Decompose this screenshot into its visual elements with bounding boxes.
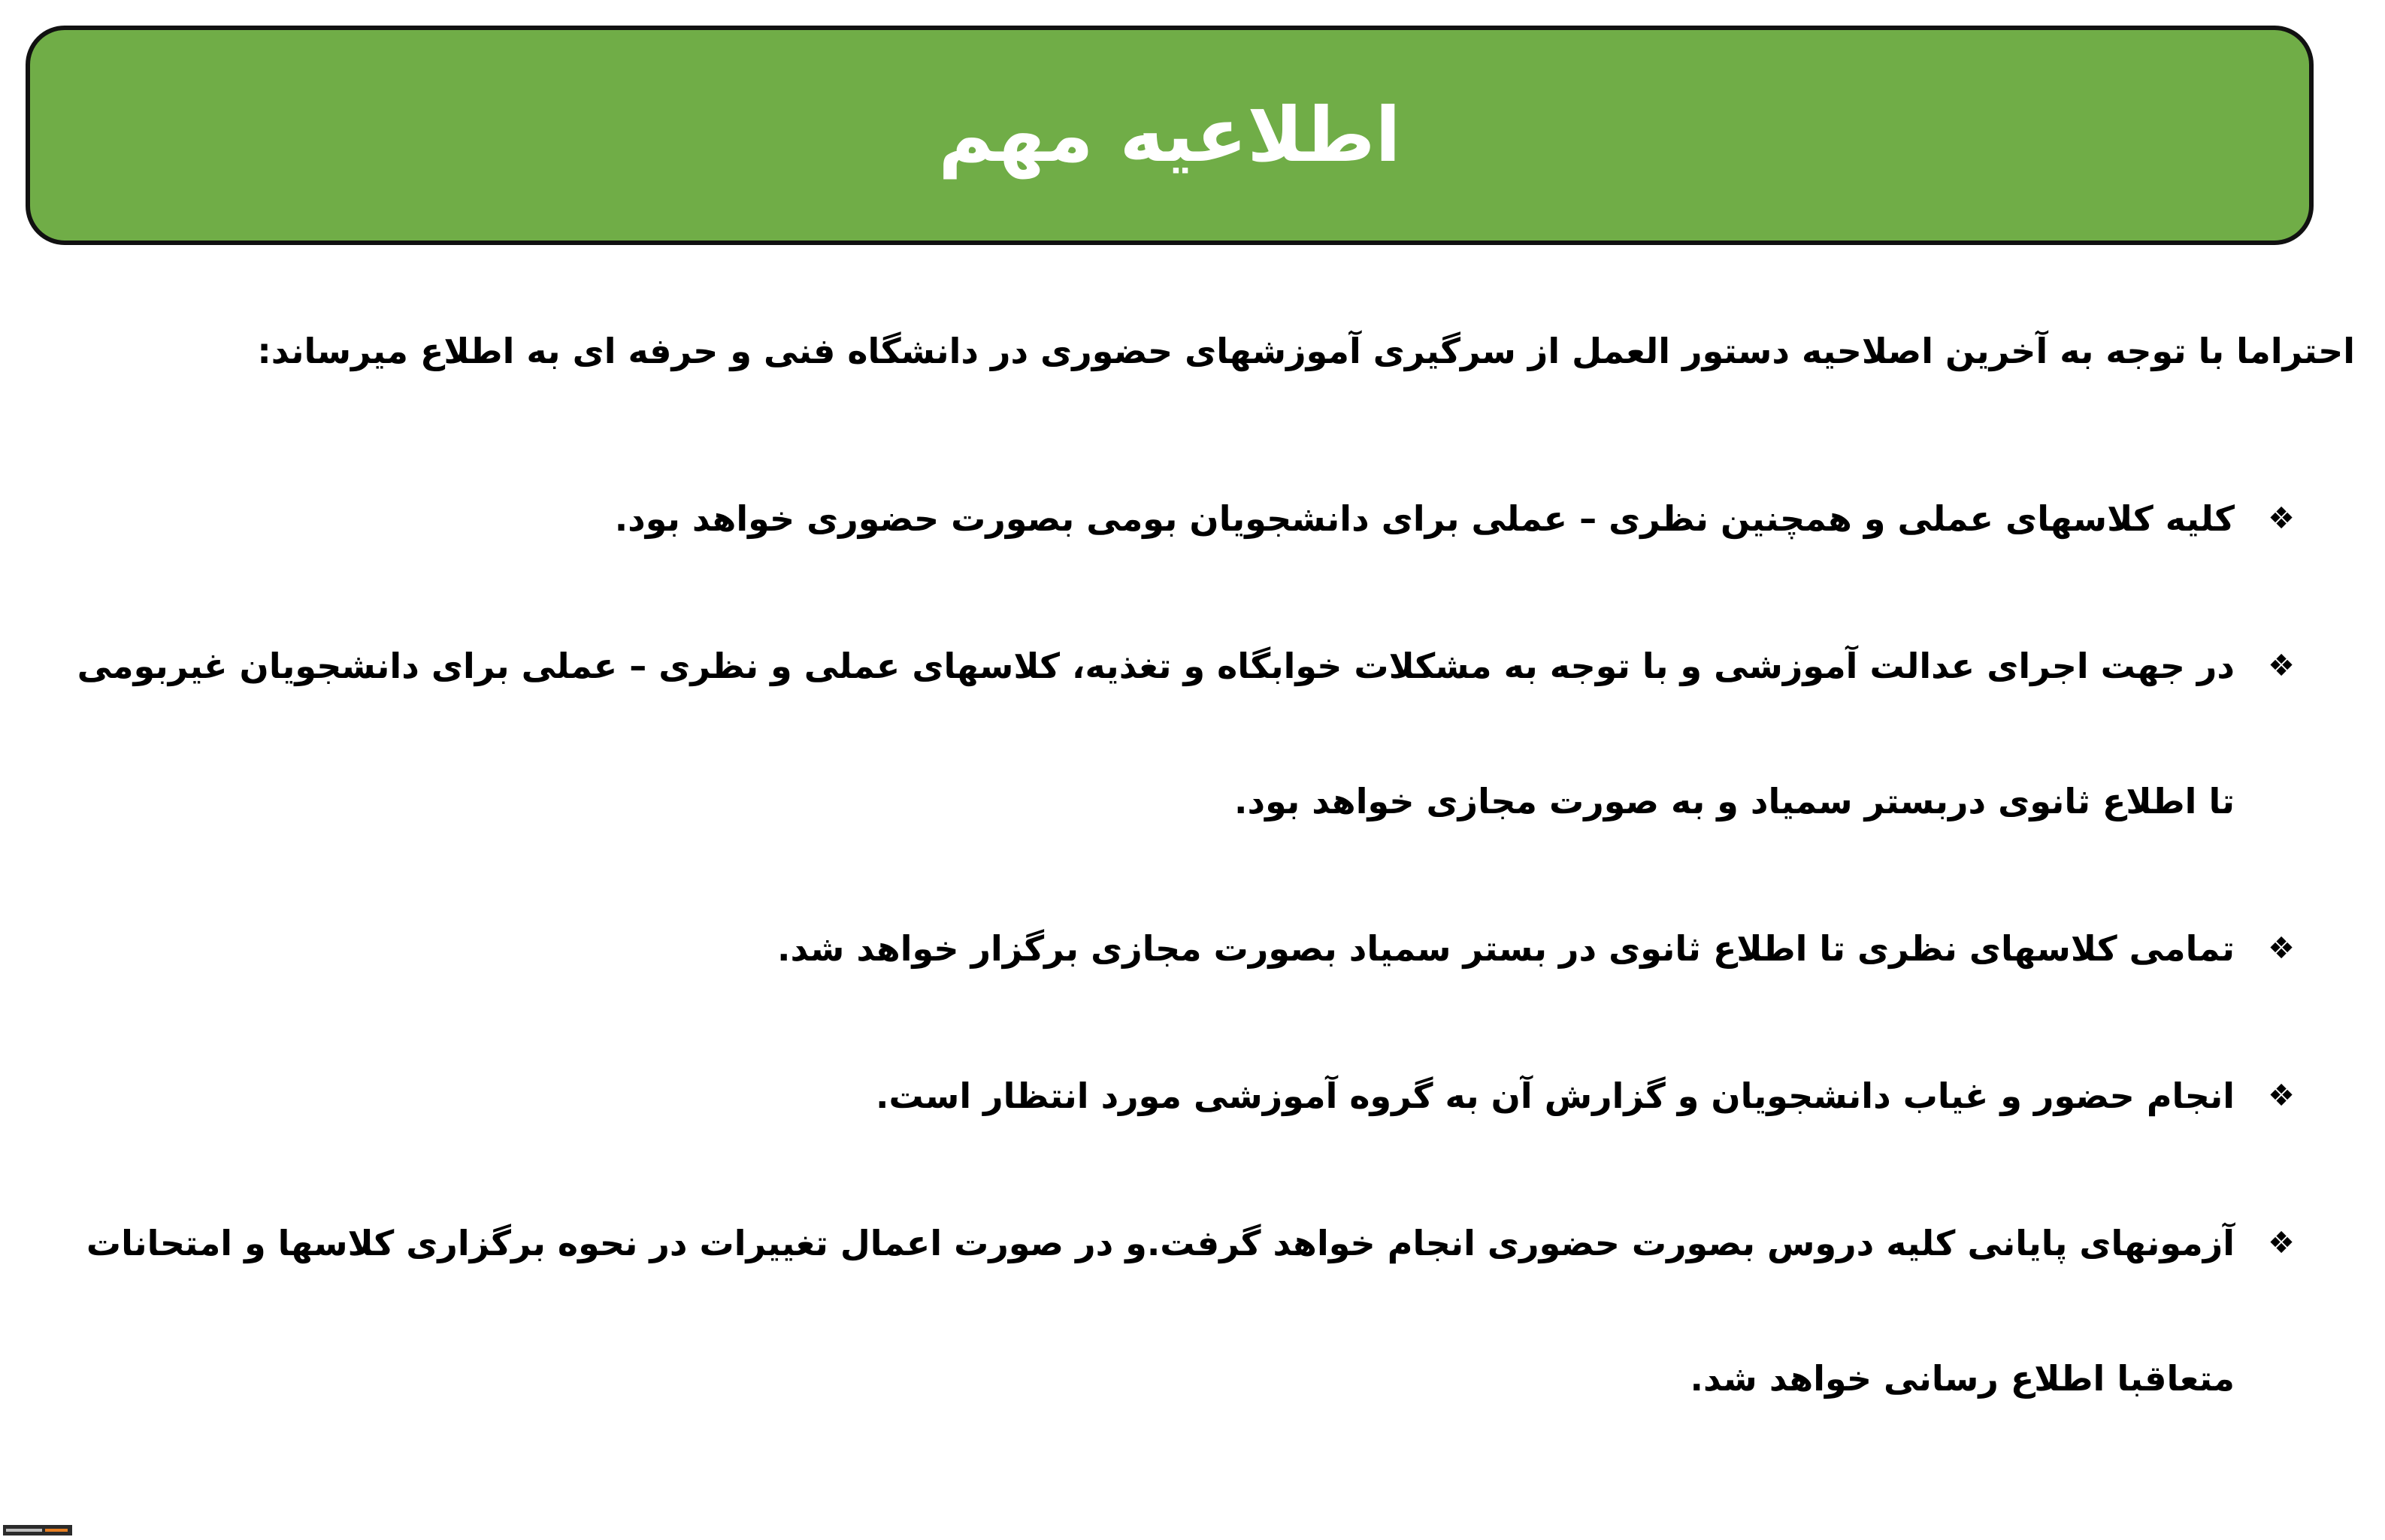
footer-logo	[3, 1525, 72, 1535]
list-item	[70, 1028, 2295, 1163]
list-item-text: آزمونهای پایانی کلیه دروس بصورت حضوری انجام خواهد گرفت.و در صورت اعمال تغییرات در نحوه برگزاری کلاسها و امتحانات متعاقبا اطلاع رسانی خواهد شد.	[86, 1223, 2235, 1399]
list-item-text: در جهت اجرای عدالت آموزشی و با توجه به مشکلات خوابگاه و تغذیه، کلاسهای عملی و نظری – عملی برای دانشجویان غیربومی تا اطلاع ثانوی دربستر سمیاد و به صورت مجازی خواهد بود.	[77, 646, 2235, 821]
list-item	[70, 598, 2295, 869]
notice-list	[70, 451, 2295, 1458]
diamond-bullet-icon: ❖	[2268, 1226, 2295, 1260]
diamond-bullet-icon: ❖	[2268, 931, 2295, 966]
diamond-bullet-icon: ❖	[2268, 501, 2295, 536]
diamond-bullet-icon: ❖	[2268, 1079, 2295, 1113]
intro-paragraph: احتراما با توجه به آخرین اصلاحیه دستور العمل از سرگیری آموزشهای حضوری در دانشگاه فنی و حرفه ای به اطلاع میرساند:	[257, 331, 2355, 371]
list-item-text: تمامی کلاسهای نظری تا اطلاع ثانوی در بستر سمیاد بصورت مجازی برگزار خواهد شد.	[777, 928, 2235, 969]
page-title: اطلاعیه مهم	[938, 91, 1401, 179]
list-item-text: انجام حضور و غیاب دانشجویان و گزارش آن به گروه آموزشی مورد انتظار است.	[875, 1076, 2235, 1116]
diamond-bullet-icon: ❖	[2268, 649, 2295, 683]
list-item	[70, 1175, 2295, 1446]
header-banner	[26, 26, 2314, 245]
list-item	[70, 451, 2295, 586]
list-item-text: کلیه کلاسهای عملی و همچنین نظری – عملی برای دانشجویان بومی بصورت حضوری خواهد بود.	[614, 498, 2235, 539]
list-item	[70, 881, 2295, 1016]
